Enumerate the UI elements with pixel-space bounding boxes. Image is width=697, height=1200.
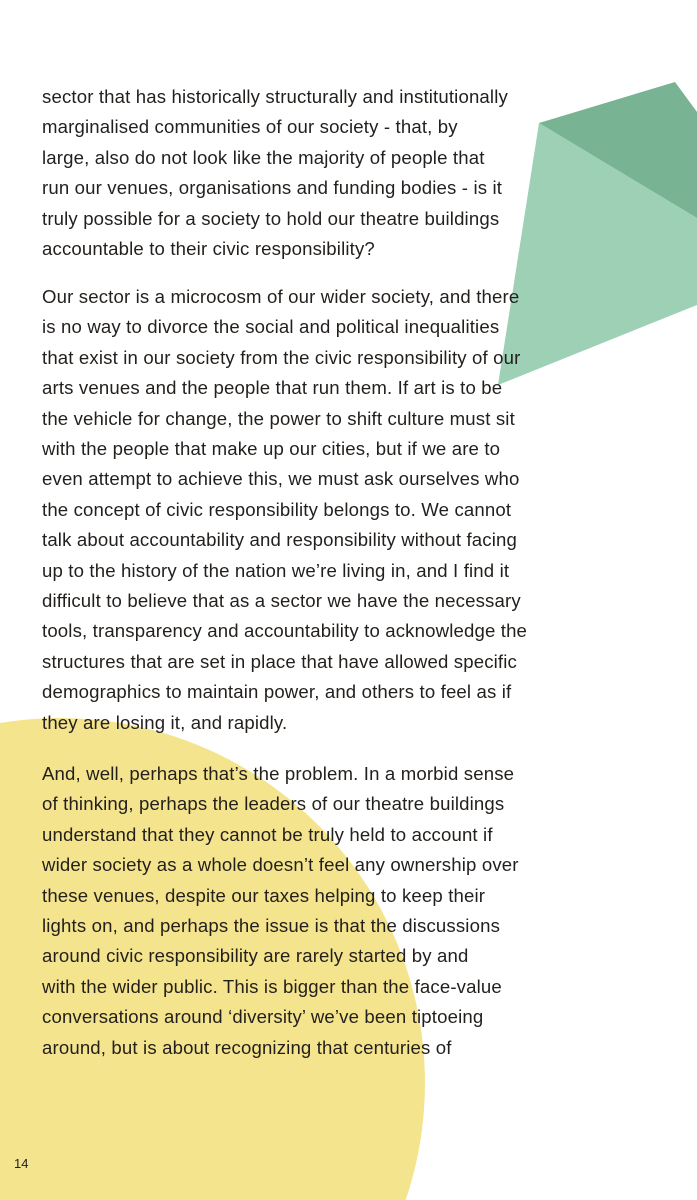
paragraph-2 (42, 282, 527, 738)
text-line: wider society as a whole doesn’t feel any ownership over (42, 854, 519, 876)
text-line: that exist in our society from the civic responsibility of our (42, 346, 521, 368)
text-line: lights on, and perhaps the issue is that the discussions (42, 915, 501, 937)
text-line: marginalised communities of our society - that, by (42, 116, 458, 138)
text-line: structures that are set in place that have allowed specific (42, 650, 517, 672)
text-line: these venues, despite our taxes helping to keep their (42, 884, 486, 906)
text-line: with the wider public. This is bigger than the face-value (42, 975, 502, 997)
text-line: arts venues and the people that run them. If art is to be (42, 377, 503, 399)
text-line: even attempt to achieve this, we must ask ourselves who (42, 468, 520, 490)
text-line: conversations around ‘diversity’ we’ve been tiptoeing (42, 1006, 484, 1028)
text-line: difficult to believe that as a sector we have the necessary (42, 590, 521, 612)
text-line: demographics to maintain power, and others to feel as if (42, 681, 512, 703)
text-line: the concept of civic responsibility belongs to. We cannot (42, 498, 512, 520)
page-number: 14 (14, 1156, 29, 1171)
paragraph-1 (42, 82, 508, 264)
text-line: around civic responsibility are rarely started by and (42, 945, 469, 967)
text-line: large, also do not look like the majority of people that (42, 146, 485, 168)
text-line: around, but is about recognizing that centuries of (42, 1036, 452, 1058)
text-line: the vehicle for change, the power to shift culture must sit (42, 407, 515, 429)
text-line: talk about accountability and responsibility without facing (42, 529, 518, 551)
text-line: run our venues, organisations and funding bodies - is it (42, 177, 503, 199)
text-line: tools, transparency and accountability to acknowledge the (42, 620, 528, 642)
text-line: accountable to their civic responsibility? (42, 238, 375, 260)
text-line: truly possible for a society to hold our theatre buildings (42, 207, 500, 229)
text-line: sector that has historically structurally and institutionally (42, 86, 508, 107)
text-line: understand that they cannot be truly held to account if (42, 823, 493, 845)
paragraph-3 (42, 759, 519, 1063)
text-line: they are losing it, and rapidly. (42, 711, 288, 733)
text-line: of thinking, perhaps the leaders of our theatre buildings (42, 793, 505, 815)
text-line: with the people that make up our cities, but if we are to (42, 438, 501, 460)
text-line: Our sector is a microcosm of our wider society, and there (42, 286, 520, 307)
text-line: is no way to divorce the social and political inequalities (42, 316, 500, 338)
text-line: And, well, perhaps that’s the problem. In a morbid sense (42, 763, 515, 784)
text-line: up to the history of the nation we’re living in, and I find it (42, 559, 510, 581)
